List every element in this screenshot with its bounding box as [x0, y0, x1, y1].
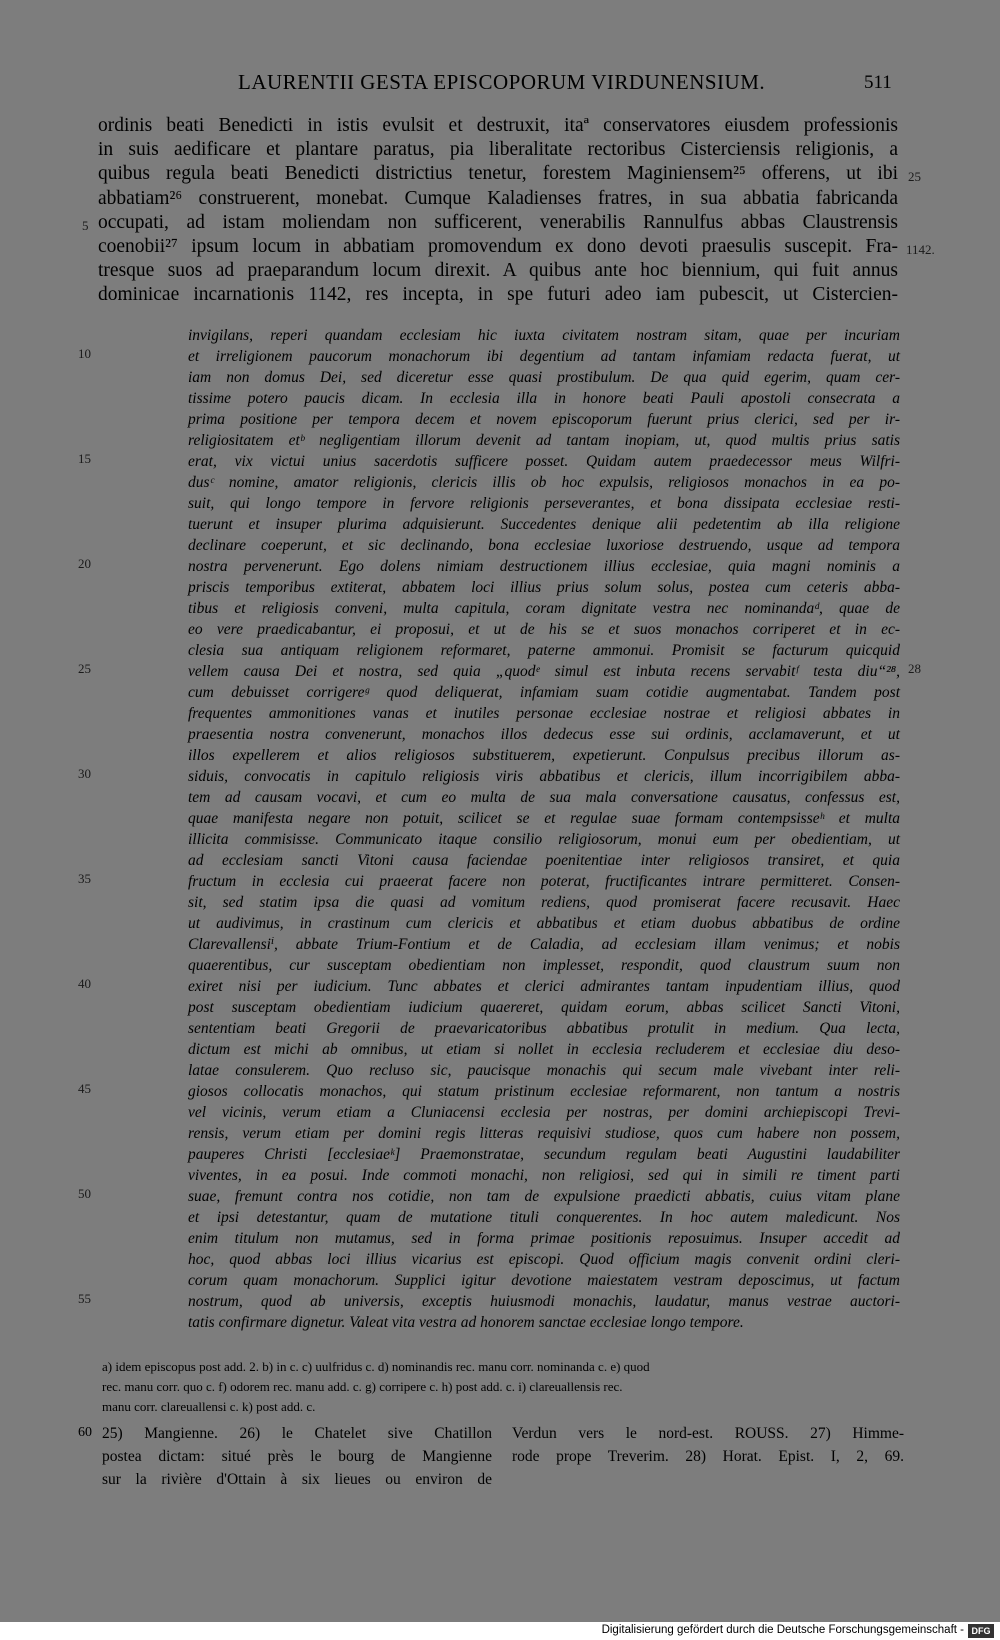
- letter-line: eo vere praedicabantur, ei proposui, et ut de his se et suos monachos corriperet et in ec-: [188, 621, 900, 638]
- letter-line: praesentia nostra convenerunt, monachos illos dedecus esse sui ordinis, acclamaverunt, et ut: [188, 726, 900, 743]
- footnotes-right-column: [512, 1422, 904, 1468]
- funding-credit: Digitalisierung gefördert durch die Deutsche Forschungsgemeinschaft -: [601, 1624, 964, 1636]
- letter-line: ut audivimus, in crastinum cum clericis et abbatibus et etiam duobus abbatibus de ordine: [188, 915, 900, 932]
- letter-line: frequentes ammonitiones vanas et inutiles personae ecclesiae nostrae et religiosi abbates in: [188, 705, 900, 722]
- letter-line: suae, fremunt contra nos cotidie, non tam de expulsione praedicti abbatis, cuius vitam plane: [188, 1188, 900, 1205]
- letter-line: tem ad causam vocavi, et cum eo multa de sua mala conversatione causatus, confessus est,: [188, 789, 900, 806]
- variant-note-line: a) idem episcopus post add. 2. b) in c. c) uulfridus c. d) nominandis rec. manu corr. nominanda c. e) quod: [102, 1359, 650, 1374]
- letter-line: ad ecclesiam sancti Vitoni causa faciendae poenitentiae inter religiosos transiret, et quia: [188, 852, 900, 869]
- letter-line: enim titulum non mutamus, sed in forma primae positionis reposuimus. Insuper accedit ad: [188, 1230, 900, 1247]
- letter-line: quaerentibus, cur susceptam obedientiam non implesset, respondit, quod claustrum suum non: [188, 957, 900, 974]
- letter-line: invigilans, reperi quandam ecclesiam hic iuxta civitatem nostram sitam, quae per incuriam: [188, 327, 900, 344]
- margin-line-number: 20: [78, 556, 91, 571]
- footnote-line: rode prope Treverim. 28) Horat. Epist. I, 2, 69.: [512, 1448, 904, 1465]
- letter-line: tibus et religiosis conveni, multa capitula, coram dignitate vestra nec nominandaᵈ, quae de: [188, 600, 900, 617]
- letter-line: dusᶜ nomine, amator religionis, clericis illis ob hoc expulsis, religiosos monachos in ea po-: [188, 474, 900, 491]
- digitization-footer: [0, 1622, 1000, 1640]
- letter-line: religiositatem etᵇ negligentiam illorum devenit ad tantam inopiam, ut, quod multis prius satis: [188, 432, 900, 449]
- letter-line: illicita commisisse. Communicato itaque consilio religiosorum, monui eum per obedientiam, ut: [188, 831, 900, 848]
- text-line: quibus regula beati Benedicti districtius tenetur, forestem Maginiensem²⁵ offerens, ut ibi: [98, 163, 898, 185]
- letter-line: illos expellerem et alios religiosos substituerem, expetierunt. Conpulsus precibus illorum as-: [188, 747, 900, 764]
- text-line: abbatiam²⁶ construerent, monebat. Cumque Kaladienses fratres, in sua abbatia fabricanda: [98, 187, 898, 209]
- letter-line: quae manifesta negare non potuit, scilicet se et regulae suae formam contempsisseʰ et multa: [188, 810, 900, 827]
- variant-note-line: rec. manu corr. quo c. f) odorem rec. manu add. c. g) corripere c. h) post add. c. i) clareuallensis rec.: [102, 1379, 623, 1394]
- letter-line: post susceptam obedientiam iudicium quaereret, quidam eorum, abbas scilicet Sancti Vitoni,: [188, 999, 900, 1016]
- main-text-block: [98, 114, 898, 308]
- letter-line: Clarevallensiⁱ, abbate Trium-Fontium et de Caladia, ad ecclesiam illam venimus; et nobis: [188, 936, 900, 953]
- letter-line: tuerunt et insuper plurima adquisierunt. Succedentes denique alii pedetentim ab illa religione: [188, 516, 900, 533]
- variant-note-line: manu corr. clareuallensi c. k) post add. c.: [102, 1399, 316, 1414]
- footnote-line: 25) Mangienne. 26) le Chatelet sive Chatillon: [102, 1425, 492, 1442]
- footnote-line: Verdun vers le nord-est. ROUSS. 27) Himme-: [512, 1425, 904, 1442]
- letter-line: dictum est michi ab omnibus, ut etiam si nollet in ecclesia recluderem et ecclesiae diu deso-: [188, 1041, 900, 1058]
- margin-line-number: 25: [908, 169, 921, 184]
- letter-line: viventes, in ea posui. Inde commoti monachi, non religiosi, sed qui in simili re timent parti: [188, 1167, 900, 1184]
- margin-line-number: 10: [78, 346, 91, 361]
- letter-line: tissime potero paucis dicam. In ecclesia illa in honore beati Pauli apostoli consecrata a: [188, 390, 900, 407]
- margin-line-number: 5: [82, 218, 89, 233]
- footnotes: [0, 1422, 1000, 1502]
- letter-line: corum quam monachorum. Supplici igitur devotione maiestatem vestram deposcimus, ut factum: [188, 1272, 900, 1289]
- letter-line: nostrum, quod ab universis, exceptis huiusmodi monachis, laudatur, manus vestrae auctori-: [188, 1293, 900, 1310]
- text-line: tresque suos ad praeparandum locum direxit. A quibus ante hoc biennium, qui fuit annus: [98, 260, 898, 282]
- letter-line: hoc, quod abbas loci illius vicarius est episcopi. Quod officium magis convenit ordini cleri-: [188, 1251, 900, 1268]
- quoted-letter-block: [188, 325, 900, 1333]
- letter-line: siduis, convocatis in capitulo religiosis viris abbatibus et clericis, illum incorrigibilem abba-: [188, 768, 900, 785]
- letter-line: vel vicinis, verum etiam a Cluniacensi ecclesia per nostras, per domini archiepiscopi Trevi-: [188, 1104, 900, 1121]
- dfg-logo-icon: DFG: [968, 1624, 994, 1638]
- margin-line-number: 15: [78, 451, 91, 466]
- footnotes-left-column: [102, 1422, 492, 1491]
- letter-line: giosos collocatis monachos, qui statum pristinum ecclesiae reformarent, non tantum a nostris: [188, 1083, 900, 1100]
- variant-notes: [102, 1357, 902, 1417]
- text-line: occupati, ad istam moliendam non sufficerent, venerabilis Rannulfus abbas Claustrensis: [98, 211, 898, 233]
- footnote-line: sur la rivière d'Ottain à six lieues ou environ de: [102, 1471, 492, 1488]
- margin-year: 1142.: [906, 242, 935, 257]
- margin-line-number: 45: [78, 1081, 91, 1096]
- margin-line-number: 35: [78, 871, 91, 886]
- margin-line-number: 30: [78, 766, 91, 781]
- letter-line: tatis confirmare dignetur. Valeat vita vestra ad honorem sanctae ecclesiae longo tempore.: [188, 1314, 744, 1331]
- letter-line: fructum in ecclesia cui praeerat facere non poterat, fructificantes intrare permitteret. Consen-: [188, 873, 900, 890]
- letter-line: prima positione per tempora decem et novem episcoporum fuerunt prius clerici, sed per ir-: [188, 411, 900, 428]
- running-title: LAURENTII GESTA EPISCOPORUM VIRDUNENSIUM.: [238, 70, 766, 94]
- margin-line-number: 50: [78, 1186, 91, 1201]
- letter-line: nostra pervenerunt. Ego dolens nimiam destructionem illius ecclesiae, quia magni nominis a: [188, 558, 900, 575]
- letter-line: clesia sua antiquam religionem reformaret, paterne ammonui. Promisit se facturum quicquid: [188, 642, 900, 659]
- footnote-line: postea dictam: situé près le bourg de Mangienne: [102, 1448, 492, 1465]
- letter-line: erat, vix victui unius sacerdotis sufficere posset. Quidam autem praedecessor meus Wilfri-: [188, 453, 900, 470]
- letter-line: declinare coeperunt, et sic declinando, bona ecclesiae luxoriose destruendo, usque ad tempora: [188, 537, 900, 554]
- letter-line: et irreligionem paucorum monachorum ibi degentium ad tantam infamiam redacta fuerat, ut: [188, 348, 900, 365]
- text-line: dominicae incarnationis 1142, res incepta, in spe futuri adeo iam pubescit, ut Cistercien-: [98, 284, 898, 306]
- letter-line: vellem causa Dei et nostra, sed quia „quodᵉ simul est inbuta recens servabitᶠ testa diu“²⁸,: [188, 663, 900, 680]
- letter-line: priscis temporibus extiterat, abbatem loci illius prius solum solus, postea cum ceteris abba-: [188, 579, 900, 596]
- letter-line: exiret nisi per iudicium. Tunc abbates et clerici admirantes tantam inpudentiam illius, quod: [188, 978, 900, 995]
- margin-line-number: 60: [78, 1425, 92, 1440]
- text-line: coenobii²⁷ ipsum locum in abbatiam promovendum ex dono devoti praesulis suscepit. Fra-: [98, 235, 898, 257]
- letter-line: iam non domus Dei, sed diceretur esse quasi prostibulum. De qua quid egerim, quam cer-: [188, 369, 900, 386]
- letter-line: sententiam beati Gregorii de praevaricatoribus abbatibus protulit in medium. Qua lecta,: [188, 1020, 900, 1037]
- letter-line: sit, sed statim ipsa die quasi ad vomitum rediens, quod promiserat facere recusavit. Haec: [188, 894, 900, 911]
- text-line: ordinis beati Benedicti in istis evulsit et destruxit, itaª conservatores eiusdem professionis: [98, 115, 898, 136]
- page-number: 511: [864, 72, 892, 93]
- margin-line-number: 55: [78, 1291, 91, 1306]
- running-header: [0, 70, 1000, 100]
- text-line: in suis aedificare et plantare paratus, pia liberalitate rectoribus Cisterciensis religionis, a: [98, 139, 898, 161]
- letter-line: cum debuisset corrigereᵍ quod deliquerat, infamiam suam cotidie augmentabat. Tandem post: [188, 684, 900, 701]
- letter-line: rensis, verum etiam per domini regis litteras requisivi studiose, quos cum habere non possem,: [188, 1125, 900, 1142]
- letter-line: latae consulerem. Quo recluso sic, paucisque monachis qui secum male vivebant inter reli-: [188, 1062, 900, 1079]
- margin-footnote-ref: 28: [908, 661, 921, 676]
- letter-line: suit, qui longo tempore in fervore religionis perseverantes, et bona dissipata ecclesiae resti-: [188, 495, 900, 512]
- letter-line: et ipsi detestantur, quam de mutatione tituli conquerentes. In hoc autem maledicunt. Nos: [188, 1209, 900, 1226]
- margin-line-number: 40: [78, 976, 91, 991]
- margin-line-number: 25: [78, 661, 91, 676]
- letter-line: pauperes Christi [ecclesiaeᵏ] Praemonstratae, secundum regulam beati Augustini laudabiliter: [188, 1146, 900, 1163]
